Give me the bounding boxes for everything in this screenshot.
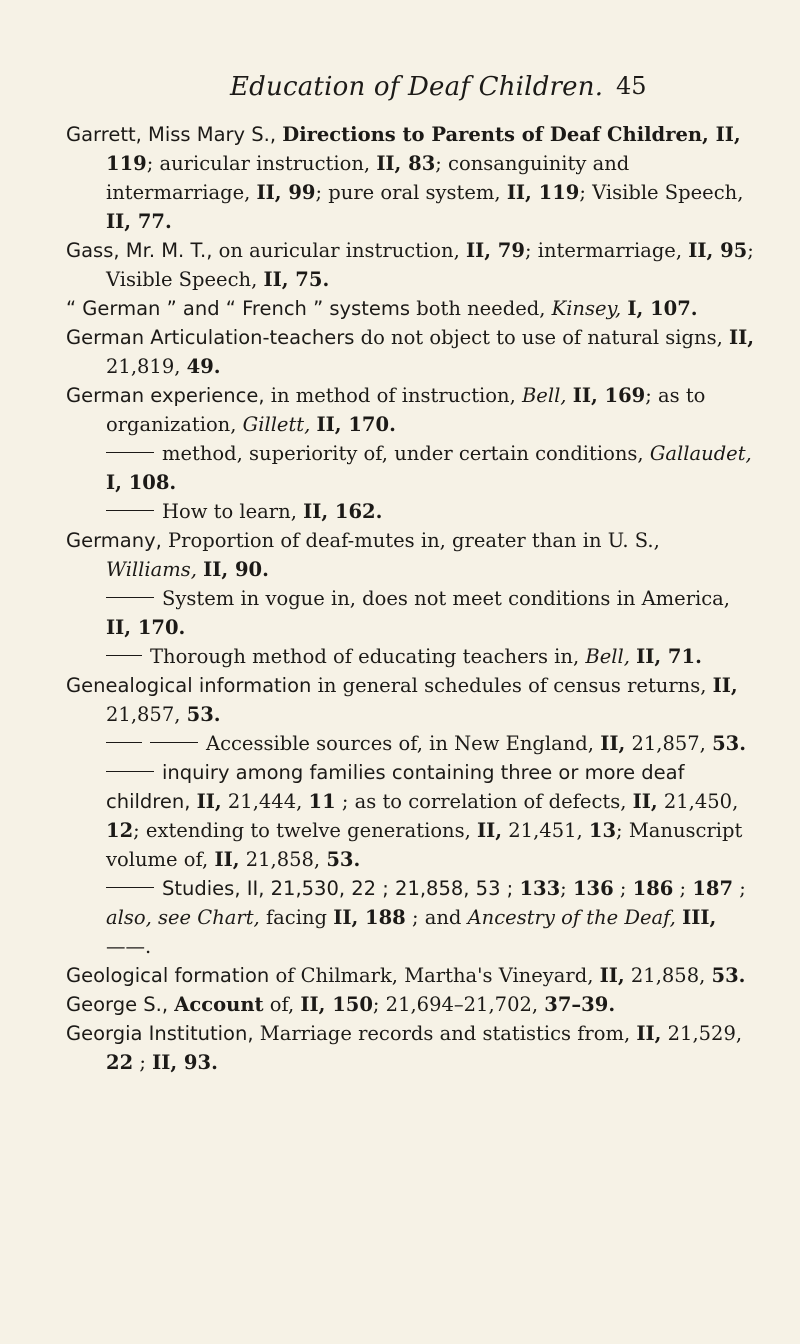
index-subentry-accessible-sources: Accessible sources of, in New England, II, 21,857, 53. bbox=[66, 729, 756, 758]
index-entry-gass: Gass, Mr. M. T., on auricular instruction, II, 79; intermarriage, II, 95; Visible Speech, II, 75. bbox=[66, 239, 754, 291]
ditto-dash bbox=[106, 742, 142, 743]
ditto-dash bbox=[106, 655, 142, 656]
ditto-dash bbox=[150, 742, 198, 743]
ditto-dash bbox=[106, 510, 154, 511]
index-subentry-how-to-learn: How to learn, II, 162. bbox=[66, 497, 756, 526]
index-subentry-inquiry-among-families: inquiry among families containing three or more deaf children, II, 21,444, 11 ; as to correlation of defects, II, 21,450, 12; extending to twelve generations, II, 21,451, 13; Manuscript volume of, II, 21,858, 53. bbox=[106, 761, 743, 871]
ditto-dash bbox=[106, 452, 154, 453]
index-entry-geological-formation: Geological formation of Chilmark, Martha's Vineyard, II, 21,858, 53. bbox=[66, 964, 746, 987]
index-subentry-thorough-method: Thorough method of educating teachers in, Bell, II, 71. bbox=[66, 642, 756, 671]
index-entry-german-articulation-teachers: German Articulation-teachers do not object to use of natural signs, II, 21,819, 49. bbox=[66, 326, 755, 378]
running-head-title: Education of Deaf Children. bbox=[230, 72, 604, 102]
index-entry-german-experience: German experience, in method of instruction, Bell, II, 169; as to organization, Gillett, II, 170. bbox=[66, 384, 706, 436]
index-subentry-system-in-vogue: System in vogue in, does not meet conditions in America, II, 170. bbox=[106, 587, 731, 639]
index-entry-george-s: George S., Account of, II, 150; 21,694–21,702, 37–39. bbox=[66, 993, 616, 1016]
ditto-dash bbox=[106, 771, 154, 772]
index-subentry-method-superiority: method, superiority of, under certain conditions, Gallaudet, I, 108. bbox=[106, 442, 752, 494]
index-entry-genealogical-information: Genealogical information in general schedules of census returns, II, 21,857, 53. bbox=[66, 674, 738, 726]
ditto-dash bbox=[106, 597, 154, 598]
index-entry-garrett: Garrett, Miss Mary S., Directions to Parents of Deaf Children, II, 119; auricular instruction, II, 83; consanguinity and intermarriage, II, 99; pure oral system, II, 119; Visible Speech, II, 77. bbox=[66, 123, 744, 233]
ditto-dash bbox=[106, 887, 154, 888]
index-entry-german-french-systems: “ German ” and “ French ” systems both needed, Kinsey, I, 107. bbox=[66, 297, 698, 320]
index-entry-germany: Germany, Proportion of deaf-mutes in, greater than in U. S., Williams, II, 90. bbox=[66, 529, 660, 581]
index-list bbox=[66, 120, 756, 1077]
index-subentry-studies: Studies, II, 21,530, 22 ; 21,858, 53 ; 133; 136 ; 186 ; 187 ; also, see Chart, facing II, 188 ; and Ancestry of the Deaf, III,——. bbox=[106, 877, 746, 958]
page-number: 45 bbox=[616, 72, 647, 100]
index-entry-georgia-institution: Georgia Institution, Marriage records and statistics from, II, 21,529, 22 ; II, 93. bbox=[66, 1022, 743, 1074]
